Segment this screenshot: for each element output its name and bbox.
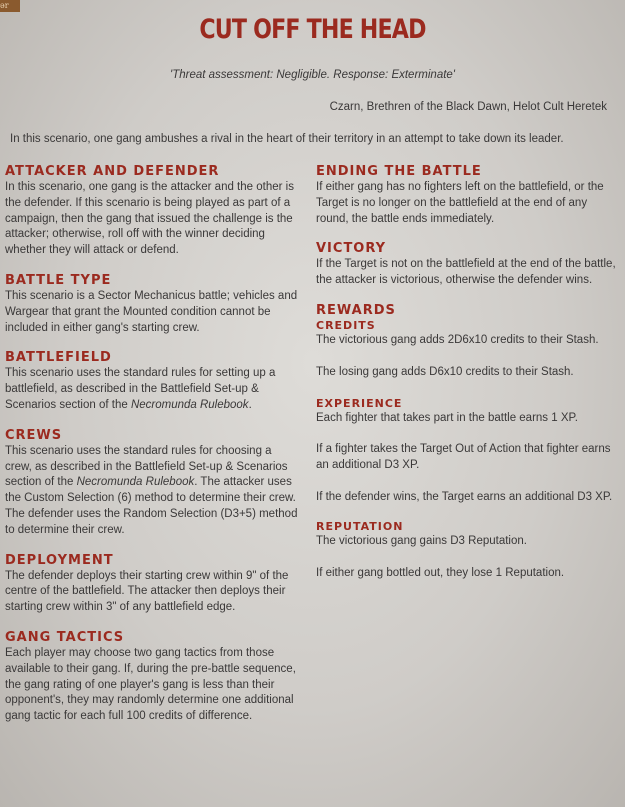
section-crews <box>5 428 300 539</box>
heading-battlefield: BATTLEFIELD <box>5 350 112 366</box>
quote: 'Threat assessment: Negligible. Response: Exterminate' <box>170 69 455 81</box>
battlefield-book-title: Necromunda Rulebook <box>130 398 249 411</box>
heading-victory: VICTORY <box>316 241 387 257</box>
section-rewards <box>316 303 618 581</box>
crews-book-title: Necromunda Rulebook <box>76 476 195 489</box>
battlefield-text-a: This scenario uses the standard rules for setting up a battlefield, as described in the Battlefield Set-up & Scenarios section of the <box>5 367 276 411</box>
heading-ending-the-battle: ENDING THE BATTLE <box>316 164 482 179</box>
page-title: CUT OFF THE HEAD <box>199 14 426 45</box>
corner-mark: ər <box>0 0 20 12</box>
text-reputation-2: If either gang bottled out, they lose 1 Reputation. <box>316 566 565 579</box>
heading-rewards: REWARDS <box>316 302 396 318</box>
text-experience-3: If the defender wins, the Target earns an additional D3 XP. <box>316 490 613 503</box>
text-credits-loser: The losing gang adds D6x10 credits to their Stash. <box>316 365 574 378</box>
intro-text: In this scenario, one gang ambushes a rival in the heart of their territory in an attempt to take down its leader. <box>10 133 564 145</box>
heading-credits: CREDITS <box>316 318 376 332</box>
heading-attacker-defender: ATTACKER AND DEFENDER <box>5 164 220 179</box>
heading-experience: EXPERIENCE <box>316 396 403 410</box>
right-column <box>316 164 618 595</box>
text-battlefield <box>5 366 300 413</box>
text-experience-1: Each fighter that takes part in the battle earns 1 XP. <box>316 411 578 424</box>
crews-text-a: This scenario uses the standard rules for choosing a crew, as described in the Battlefield Set-up & Scenarios section of the <box>5 444 288 489</box>
section-battle-type <box>5 273 300 336</box>
text-victory: If the Target is not on the battlefield at the end of the battle, the attacker is victorious, otherwise the defender wins. <box>316 258 616 287</box>
text-gang-tactics: Each player may choose two gang tactics from those available to their gang. If, during the pre-battle sequence, the gang rating of one player's gang is less than their opponent's, they may randomly determine one additional gang tactic for each full 100 credits of difference. <box>5 646 296 723</box>
heading-crews: CREWS <box>5 427 63 443</box>
text-credits-victor: The victorious gang adds 2D6x10 credits to their Stash. <box>316 333 599 346</box>
heading-gang-tactics: GANG TACTICS <box>5 629 125 645</box>
section-gang-tactics <box>5 630 300 725</box>
text-battle-type: This scenario is a Sector Mechanicus battle; vehicles and Wargear that grant the Mounted condition cannot be included in either gang's starting crew. <box>5 289 298 334</box>
text-attacker-defender: In this scenario, one gang is the attacker and the other is the defender. If this scenario is being played as part of a campaign, then the gang that issued the challenge is the attacker; otherwise, roll off with the winner deciding whether they will attack or defend. <box>5 181 294 257</box>
text-crews <box>5 444 300 539</box>
section-victory <box>316 241 618 289</box>
attribution: Czarn, Brethren of the Black Dawn, Helot Cult Heretek <box>329 101 607 113</box>
text-experience-2: If a fighter takes the Target Out of Action that fighter earns an additional D3 XP. <box>316 443 611 472</box>
heading-deployment: DEPLOYMENT <box>5 552 114 568</box>
section-deployment <box>5 553 300 616</box>
text-deployment: The defender deploys their starting crew within 9" of the centre of the battlefield. The attacker then deploys their starting crew within 3" of any battlefield edge. <box>5 569 289 614</box>
heading-battle-type: BATTLE TYPE <box>5 272 112 288</box>
text-ending-the-battle: If either gang has no fighters left on the battlefield, or the Target is no longer on the battlefield at the end of any round, the battle ends immediately. <box>316 181 604 225</box>
battlefield-text-b: . <box>248 398 252 411</box>
left-column <box>5 164 300 739</box>
section-attacker-defender <box>5 164 300 259</box>
section-ending-the-battle <box>316 164 618 227</box>
heading-reputation: REPUTATION <box>316 519 404 533</box>
crews-text-b: . The attacker uses the Custom Selection (6) method to determine their crew. The defender uses the Random Selection (D3+5) method to determine their crew. <box>5 476 298 536</box>
text-reputation-1: The victorious gang gains D3 Reputation. <box>316 534 527 547</box>
section-battlefield <box>5 350 300 413</box>
